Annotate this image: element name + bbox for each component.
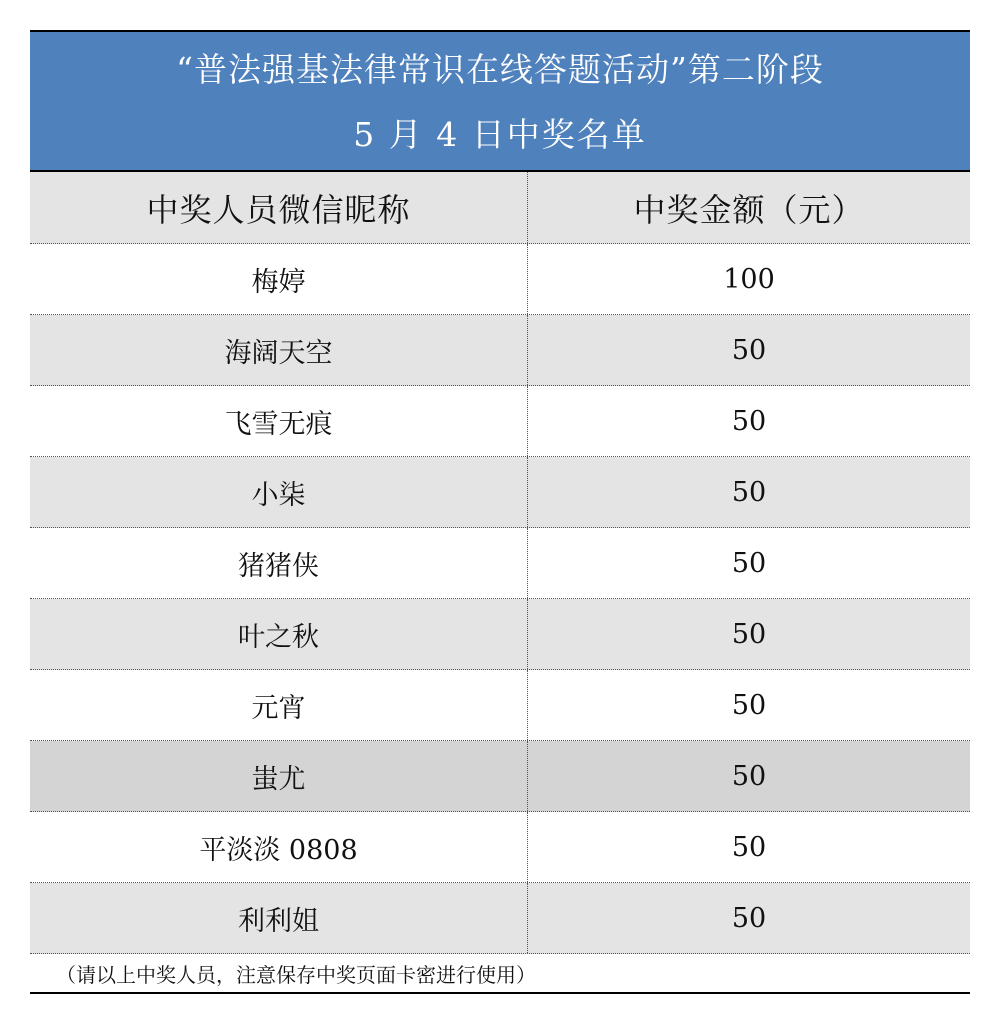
winner-amount: 50 bbox=[731, 902, 767, 934]
winner-amount: 50 bbox=[731, 760, 767, 792]
title-date: 5 月 4 日中奖名单 bbox=[353, 115, 647, 154]
table-row bbox=[30, 244, 970, 315]
winners-table bbox=[30, 30, 970, 994]
winner-amount: 50 bbox=[731, 618, 767, 650]
winner-amount: 100 bbox=[723, 263, 775, 295]
winner-amount: 50 bbox=[731, 334, 767, 366]
winner-nickname: 叶之秋 bbox=[30, 599, 528, 669]
winner-amount: 50 bbox=[731, 831, 767, 863]
winner-nickname: 利利姐 bbox=[30, 883, 528, 953]
title-banner bbox=[30, 32, 970, 172]
winner-nickname: 梅婷 bbox=[30, 244, 528, 314]
winner-nickname: 平淡淡 0808 bbox=[30, 812, 528, 882]
winner-amount: 50 bbox=[731, 476, 767, 508]
winner-amount: 50 bbox=[731, 405, 767, 437]
winner-nickname: 海阔天空 bbox=[30, 315, 528, 385]
header-nickname: 中奖人员微信昵称 bbox=[30, 172, 528, 243]
winner-nickname: 蚩尤 bbox=[30, 741, 528, 811]
table-row bbox=[30, 670, 970, 741]
winner-amount: 50 bbox=[731, 547, 767, 579]
table-row bbox=[30, 599, 970, 670]
winner-nickname: 小柒 bbox=[30, 457, 528, 527]
title-main: “普法强基法律常识在线答题活动”第二阶段 bbox=[176, 50, 824, 89]
table-body bbox=[30, 244, 970, 954]
table-row bbox=[30, 528, 970, 599]
table-row bbox=[30, 812, 970, 883]
header-amount: 中奖金额（元） bbox=[633, 190, 865, 229]
table-row bbox=[30, 741, 970, 812]
table-row bbox=[30, 883, 970, 954]
table-header-row bbox=[30, 172, 970, 244]
winner-nickname: 飞雪无痕 bbox=[30, 386, 528, 456]
winner-nickname: 猪猪侠 bbox=[30, 528, 528, 598]
winner-nickname: 元宵 bbox=[30, 670, 528, 740]
winner-amount: 50 bbox=[731, 689, 767, 721]
table-row bbox=[30, 386, 970, 457]
table-row bbox=[30, 457, 970, 528]
footnote: （请以上中奖人员，注意保存中奖页面卡密进行使用） bbox=[30, 954, 970, 992]
table-row bbox=[30, 315, 970, 386]
